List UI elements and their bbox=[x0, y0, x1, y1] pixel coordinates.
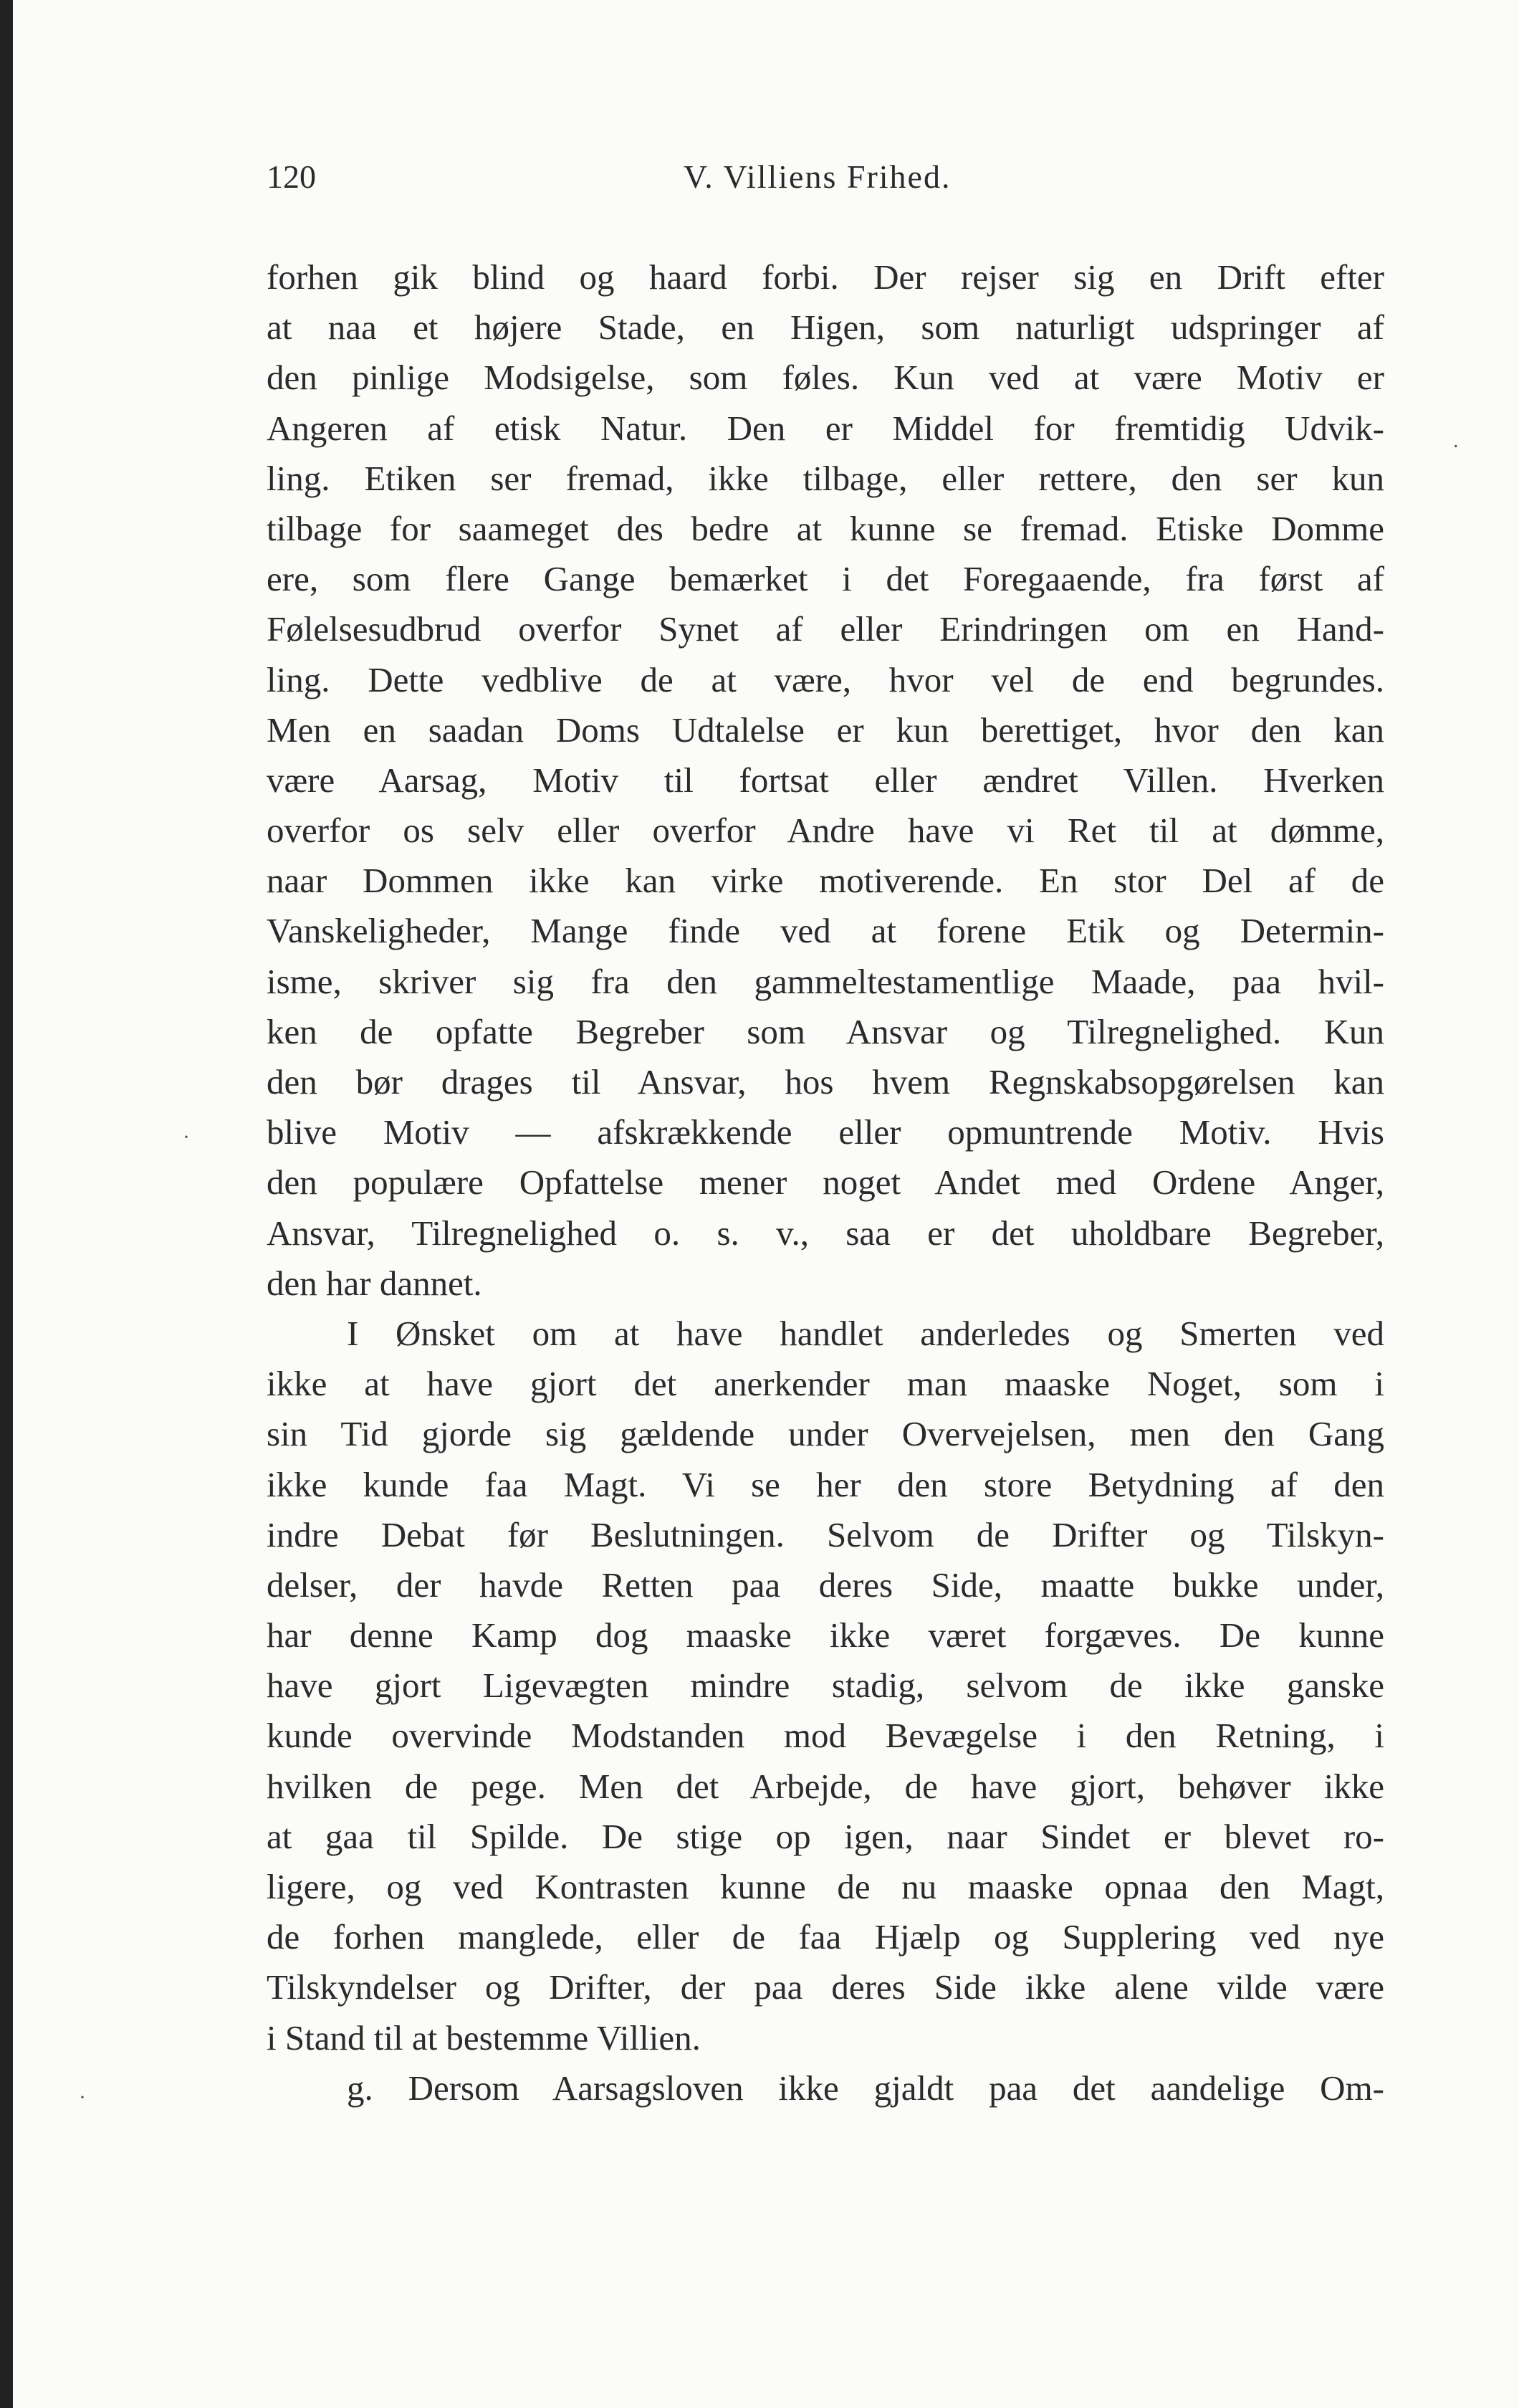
text-line: Ansvar, Tilregnelighed o. s. v., saa er det uholdbare Begreber, bbox=[267, 1213, 1384, 1253]
text-line: blive Motiv — afskrækkende eller opmuntrende Motiv. Hvis bbox=[267, 1112, 1384, 1152]
text-line: Tilskyndelser og Drifter, der paa deres Side ikke alene vilde være bbox=[267, 1967, 1384, 2007]
text-line: Men en saadan Doms Udtalelse er kun berettiget, hvor den kan bbox=[267, 710, 1384, 750]
text-line: de forhen manglede, eller de faa Hjælp og Supplering ved nye bbox=[267, 1917, 1384, 1957]
text-line: at gaa til Spilde. De stige op igen, naar Sindet er blevet ro- bbox=[267, 1816, 1384, 1856]
margin-speck: · bbox=[183, 1125, 190, 1149]
text-line: ling. Dette vedblive de at være, hvor vel de end begrundes. bbox=[267, 659, 1384, 699]
text-line: at naa et højere Stade, en Higen, som naturligt udspringer af bbox=[267, 307, 1384, 348]
text-line: overfor os selv eller overfor Andre have vi Ret til at dømme, bbox=[267, 811, 1384, 851]
text-line: tilbage for saameget des bedre at kunne se fremad. Etiske Domme bbox=[267, 508, 1384, 548]
text-line: Vanskeligheder, Mange finde ved at forene Etik og Determin- bbox=[267, 911, 1384, 951]
text-line: naar Dommen ikke kan virke motiverende. En stor Del af de bbox=[267, 861, 1384, 901]
text-line: forhen gik blind og haard forbi. Der rejser sig en Drift efter bbox=[267, 257, 1384, 297]
page-header bbox=[267, 158, 1384, 201]
text-line: hvilken de pege. Men det Arbejde, de have gjort, behøver ikke bbox=[267, 1766, 1384, 1806]
text-line: sin Tid gjorde sig gældende under Overvejelsen, men den Gang bbox=[267, 1414, 1384, 1454]
text-line: den bør drages til Ansvar, hos hvem Regnskabsopgørelsen kan bbox=[267, 1062, 1384, 1102]
text-line: ling. Etiken ser fremad, ikke tilbage, eller rettere, den ser kun bbox=[267, 458, 1384, 498]
text-line: g. Dersom Aarsagsloven ikke gjaldt paa det aandelige Om- bbox=[347, 2068, 1384, 2108]
text-line: ikke kunde faa Magt. Vi se her den store Betydning af den bbox=[267, 1464, 1384, 1504]
text-line: Følelsesudbrud overfor Synet af eller Erindringen om en Hand- bbox=[267, 609, 1384, 649]
margin-speck: . bbox=[1453, 429, 1459, 452]
text-line: i Stand til at bestemme Villien. bbox=[267, 2017, 701, 2058]
text-line: har denne Kamp dog maaske ikke været forgæves. De kunne bbox=[267, 1615, 1384, 1656]
text-line: have gjort Ligevægten mindre stadig, selvom de ikke ganske bbox=[267, 1666, 1384, 1706]
text-line: den pinlige Modsigelse, som føles. Kun ved at være Motiv er bbox=[267, 358, 1384, 398]
text-line: den har dannet. bbox=[267, 1263, 482, 1303]
text-line: ken de opfatte Begreber som Ansvar og Tilregnelighed. Kun bbox=[267, 1011, 1384, 1051]
text-line: ligere, og ved Kontrasten kunne de nu maaske opnaa den Magt, bbox=[267, 1867, 1384, 1906]
text-line: ere, som flere Gange bemærket i det Foregaaende, fra først af bbox=[267, 559, 1384, 599]
text-line: I Ønsket om at have handlet anderledes og Smerten ved bbox=[347, 1313, 1384, 1353]
body-text bbox=[267, 252, 1384, 2113]
running-head: V. Villiens Frihed. bbox=[684, 158, 952, 195]
text-line: isme, skriver sig fra den gammeltestamentlige Maade, paa hvil- bbox=[267, 961, 1384, 1001]
text-line: delser, der havde Retten paa deres Side, maatte bukke under, bbox=[267, 1564, 1384, 1605]
text-line: kunde overvinde Modstanden mod Bevægelse i den Retning, i bbox=[267, 1716, 1384, 1756]
page-number: 120 bbox=[267, 158, 316, 195]
scan-edge bbox=[0, 0, 13, 2408]
text-line: indre Debat før Beslutningen. Selvom de Drifter og Tilskyn- bbox=[267, 1514, 1384, 1554]
text-line: være Aarsag, Motiv til fortsat eller ændret Villen. Hverken bbox=[267, 760, 1384, 800]
text-line: Angeren af etisk Natur. Den er Middel for fremtidig Udvik- bbox=[267, 408, 1384, 448]
text-line: ikke at have gjort det anerkender man maaske Noget, som i bbox=[267, 1364, 1384, 1404]
margin-speck: · bbox=[79, 2086, 86, 2109]
text-line: den populære Opfattelse mener noget Andet med Ordene Anger, bbox=[267, 1162, 1384, 1203]
